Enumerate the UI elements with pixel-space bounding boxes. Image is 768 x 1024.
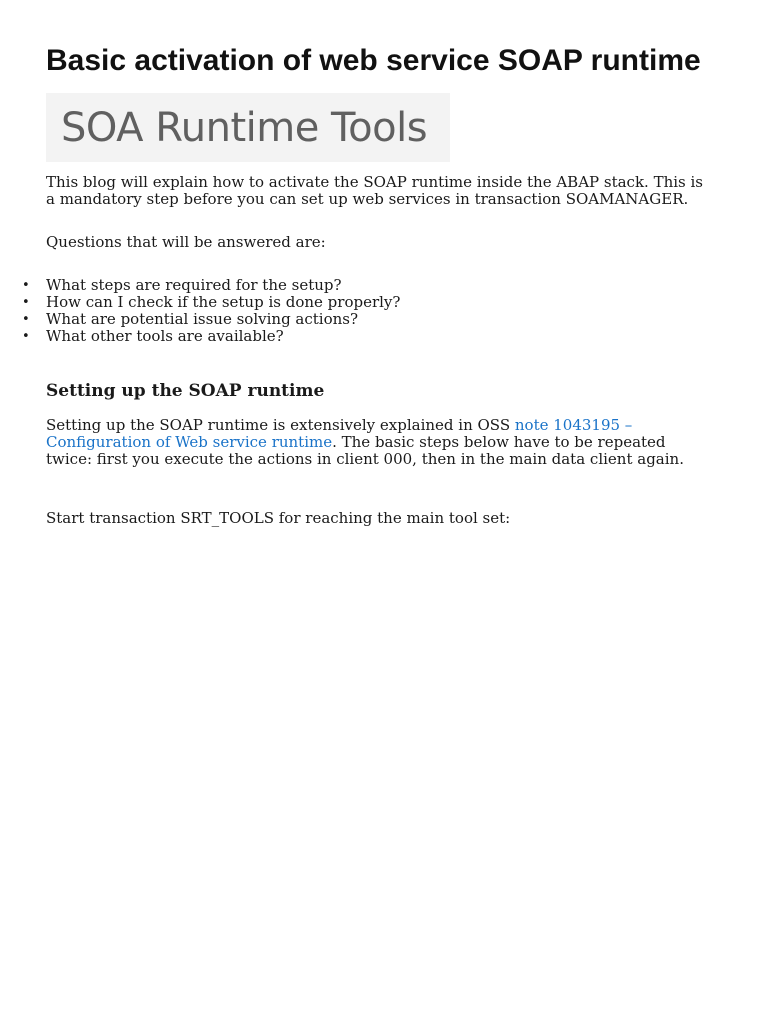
article	[46, 0, 716, 527]
list-item: • How can I check if the setup is done properly?	[46, 294, 716, 311]
start-paragraph: Start transaction SRT_TOOLS for reaching the main tool set:	[46, 509, 511, 527]
setup-paragraph	[46, 417, 716, 468]
questions-lead: Questions that will be answered are:	[46, 233, 326, 251]
banner-text: SOA Runtime Tools	[61, 104, 428, 151]
questions-list	[46, 277, 716, 345]
list-item: • What steps are required for the setup?	[46, 277, 716, 294]
setup-text-before: Setting up the SOAP runtime is extensively explained in OSS	[46, 416, 515, 434]
section-heading: Setting up the SOAP runtime	[46, 381, 325, 401]
intro-paragraph: This blog will explain how to activate the SOAP runtime inside the ABAP stack. This is a mandatory step before you can set up web services in transaction SOAMANAGER.	[46, 173, 704, 208]
list-item: • What are potential issue solving actions?	[46, 311, 716, 328]
page-title: Basic activation of web service SOAP runtime	[46, 44, 701, 77]
list-item: • What other tools are available?	[46, 328, 716, 345]
banner-image	[46, 93, 450, 162]
oss-note-link[interactable]: note 1043195 – Configuration of Web service runtime	[46, 416, 633, 451]
setup-text-after: . The basic steps below have to be repeated twice: first you execute the actions in client 000, then in the main data client again.	[46, 433, 684, 468]
